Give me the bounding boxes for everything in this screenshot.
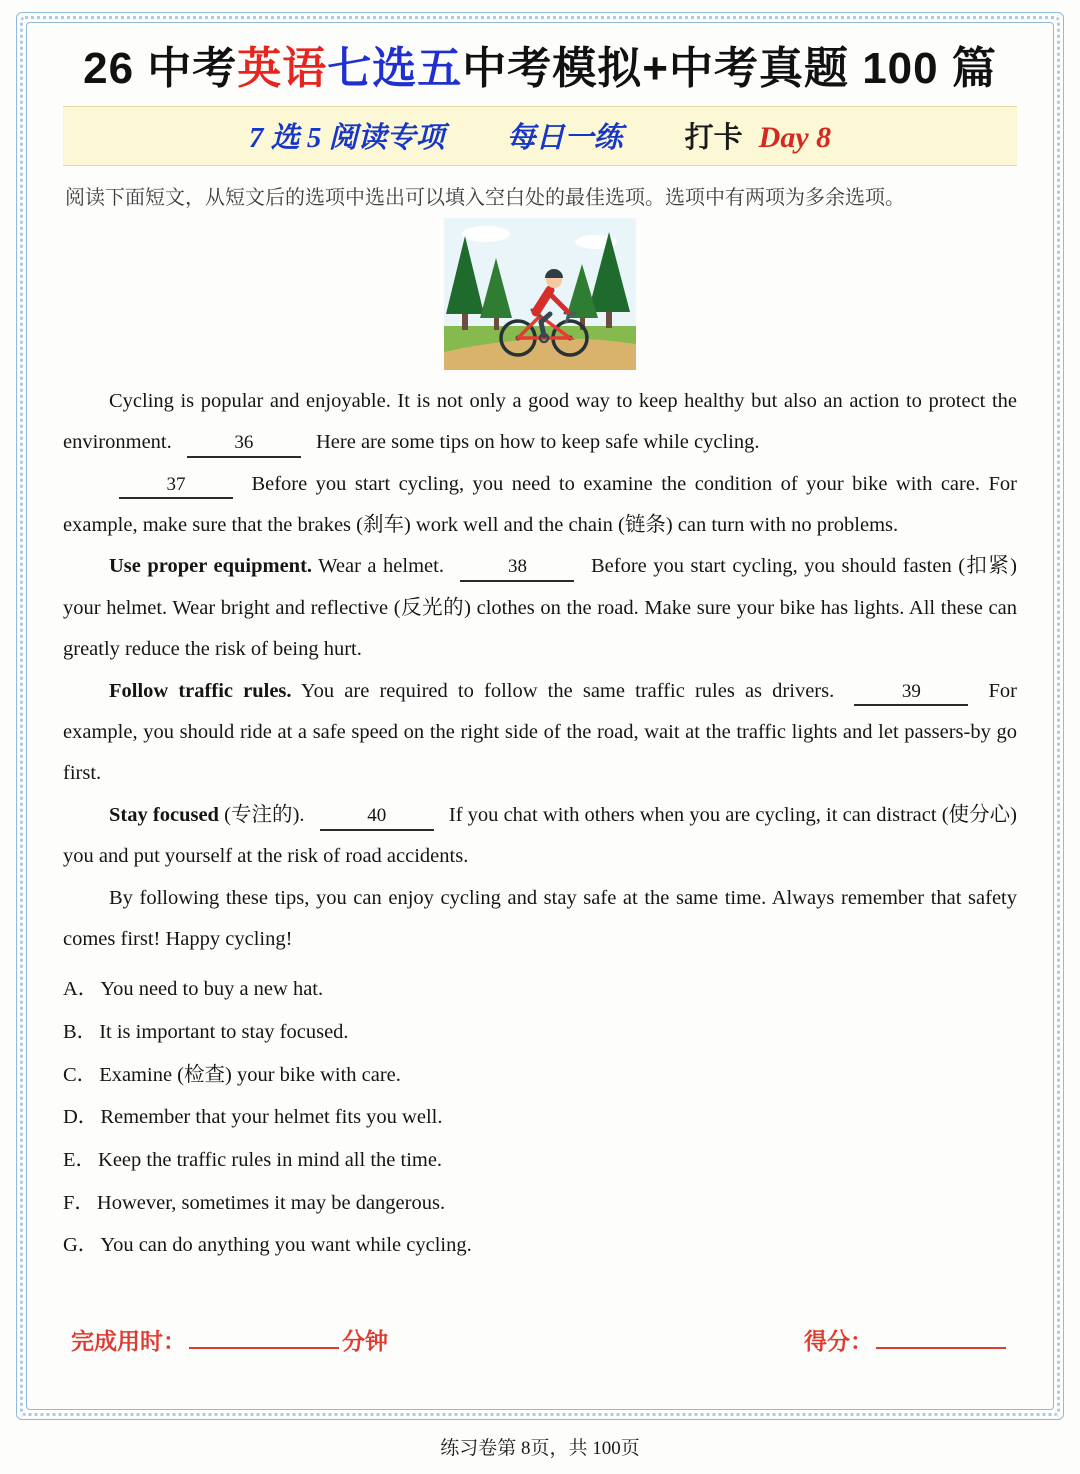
paragraph-text: Wear a helmet. [312, 555, 451, 578]
time-spent-label: 完成用时： [71, 1327, 186, 1354]
figure-container [63, 218, 1017, 375]
score-label: 得分： [804, 1327, 873, 1354]
time-spent-blank [189, 1327, 339, 1349]
option-text: Remember that your helmet fits you well. [100, 1106, 443, 1129]
option-item-E [63, 1139, 1017, 1182]
subtitle-section-label: 7 选 5 阅读专项 [248, 121, 445, 154]
score-field [804, 1323, 1009, 1356]
page-footer: 练习卷第 8页，共 100页 [440, 1438, 640, 1459]
option-item-D [63, 1096, 1017, 1139]
passage [63, 381, 1017, 961]
paragraph-text: For example, you should ride at a safe speed on the right side of the road, wait at the traffic lights and let passers-by go first. [63, 679, 1017, 785]
options-list [63, 968, 1017, 1266]
paragraph-text: If you chat with others when you are cycling, it can distract (使分心) you and put yourself at the risk of road accidents. [63, 803, 1017, 868]
paragraph-lead: Follow traffic rules. [109, 679, 292, 702]
cloud-icon [462, 226, 510, 242]
option-text: You can do anything you want while cycling. [100, 1234, 472, 1257]
title-segment: 英语 [237, 44, 328, 93]
option-letter: A． [63, 978, 99, 1001]
paragraph-text: Before you start cycling, you need to examine the condition of your bike with care. For example, make sure that the brakes (刹车) work well and the chain (链条) can turn with no problems. [63, 472, 1017, 537]
passage-paragraph [63, 878, 1017, 961]
subtitle-daily-practice: 每日一练 [506, 121, 623, 154]
paragraph-text: (专注的). [218, 803, 310, 826]
time-spent-field [71, 1323, 388, 1356]
instruction-text: 阅读下面短文，从短文后的选项中选出可以填入空白处的最佳选项。选项中有两项为多余选项。 [65, 186, 905, 209]
option-letter: F． [63, 1191, 95, 1214]
passage-paragraph [63, 795, 1017, 878]
option-text: However, sometimes it may be dangerous. [96, 1191, 446, 1214]
option-text: Examine (检查) your bike with care. [99, 1063, 401, 1086]
paragraph-lead: Stay focused [109, 803, 219, 826]
page-title [63, 43, 1017, 96]
answer-blank-37: 37 [119, 474, 233, 500]
minutes-label: 分钟 [342, 1327, 388, 1354]
answer-blank-36: 36 [187, 432, 301, 458]
option-text: You need to buy a new hat. [100, 978, 324, 1001]
option-letter: B． [63, 1021, 98, 1044]
title-segment: 26 中考 [83, 44, 238, 93]
option-item-B [63, 1011, 1017, 1054]
subtitle-bar [63, 106, 1017, 166]
worksheet-content [47, 27, 1033, 1409]
option-letter: D． [63, 1106, 99, 1129]
passage-paragraph [63, 381, 1017, 464]
paragraph-text: Here are some tips on how to keep safe while cycling. [310, 431, 760, 454]
option-item-G [63, 1224, 1017, 1267]
option-item-A [63, 968, 1017, 1011]
completion-row [63, 1323, 1017, 1356]
subtitle-day-number: Day 8 [758, 120, 832, 154]
option-letter: E． [63, 1148, 97, 1171]
option-text: It is important to stay focused. [99, 1021, 349, 1044]
option-text: Keep the traffic rules in mind all the time. [98, 1148, 443, 1171]
option-item-F [63, 1182, 1017, 1225]
cycling-illustration [444, 218, 636, 370]
answer-blank-39: 39 [854, 681, 968, 707]
answer-blank-40: 40 [320, 805, 434, 831]
passage-paragraph [63, 671, 1017, 795]
answer-blank-38: 38 [460, 556, 574, 582]
paragraph-text: By following these tips, you can enjoy cycling and stay safe at the same time. Always remember that safety comes first! Happy cycling! [63, 886, 1017, 951]
passage-paragraph [63, 464, 1017, 547]
title-segment: 七选五 [327, 44, 463, 93]
paragraph-text: Before you start cycling, you should fasten (扣紧) your helmet. Wear bright and reflective (反光的) clothes on the road. Make sure your bike has lights. All these can greatly reduce the risk of being hurt. [63, 555, 1018, 661]
score-blank [876, 1327, 1006, 1349]
title-segment: 中考模拟+中考真题 100 篇 [462, 44, 997, 93]
option-letter: C． [63, 1063, 98, 1086]
passage-paragraph [63, 546, 1017, 670]
decorative-border [16, 12, 1064, 1420]
paragraph-text: Cycling is popular and enjoyable. It is not only a good way to keep healthy but also an action to protect the environment. [63, 389, 1017, 454]
option-item-C [63, 1054, 1017, 1097]
subtitle-checkin-label: 打卡 [684, 121, 743, 154]
paragraph-text: You are required to follow the same traffic rules as drivers. [291, 679, 845, 702]
option-letter: G． [63, 1234, 99, 1257]
paragraph-lead: Use proper equipment. [109, 555, 313, 578]
